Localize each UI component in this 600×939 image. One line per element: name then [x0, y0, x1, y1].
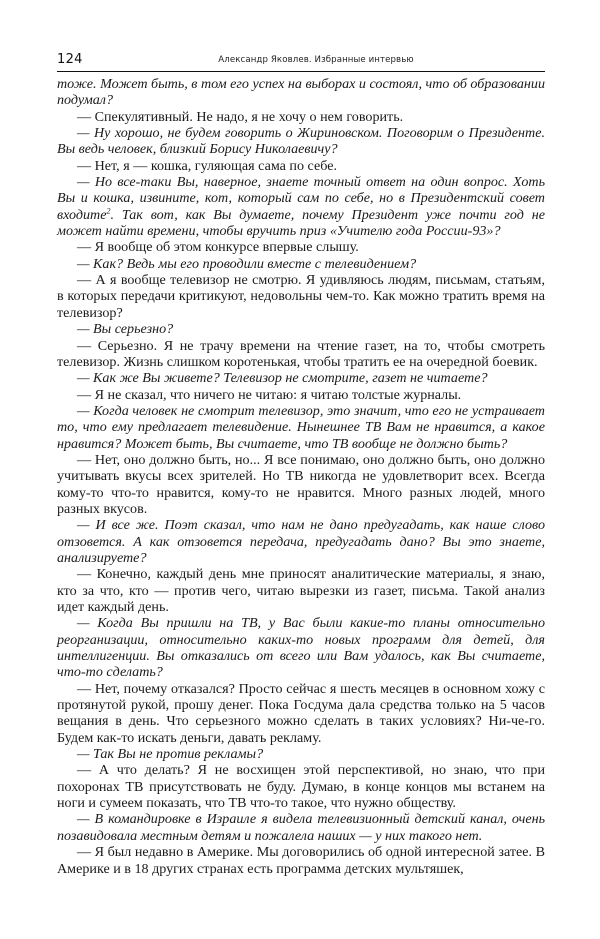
answer-paragraph: — Я вообще об этом конкурсе впервые слышу.	[77, 239, 359, 256]
footnote-marker[interactable]: 2	[106, 206, 111, 216]
answer-paragraph: — Я был недавно в Америке. Мы договорились об одной интересной затее. В Америке и в 18 других странах есть программа детских мультяшек,	[57, 844, 545, 877]
question-paragraph: тоже. Может быть, в том его успех на выборах и состоял, что об образовании подумал?	[57, 76, 545, 109]
answer-paragraph: — А что делать? Я не восхищен этой перспективой, но знаю, что при похоронах ТВ присутствовать не буду. Думаю, в конце концов мы встанем на ноги и сумеем показать, что ТВ что-то такое, что нужно обществу.	[57, 762, 545, 812]
answer-paragraph: — Серьезно. Я не трачу времени на чтение газет, на то, чтобы смотреть телевизор. Жизнь слишком коротенькая, чтобы тратить ее на очередной боевик.	[57, 337, 545, 370]
question-paragraph: — Когда Вы пришли на ТВ, у Вас были какие-то планы относительно реорганизации, относительно каких-то новых программ для детей, для интеллигенции. Вы отказались от всего или Вам удалось, как Вы считаете, что-то сделать?	[57, 615, 545, 681]
question-paragraph: — Когда человек не смотрит телевизор, это значит, что его не устраивает то, что ему предлагает телевидение. Нынешнее ТВ Вам не нравится, а какое нравится? Может быть, Вы считаете, что ТВ вообще не должно быть?	[57, 402, 545, 452]
question-paragraph: — Вы серьезно?	[77, 321, 174, 338]
question-paragraph: — Как же Вы живете? Телевизор не смотрите, газет не читаете?	[77, 370, 488, 387]
question-text: — Но все-таки Вы, наверное, знаете точный ответ на один вопрос. Хоть Вы и кошка, извините, кот, который сам по себе, но в Президентский совет входите	[57, 174, 545, 223]
question-text: . Так вот, как Вы думаете, почему Президент уже почти год не может найти времени, чтобы вручить приз «Учителю года России-93»?	[57, 206, 545, 240]
question-paragraph: — И все же. Поэт сказал, что нам не дано предугадать, как наше слово отзовется. А как отзовется передача, предугадать дано? Вы это знаете, анализируете?	[57, 517, 545, 566]
question-paragraph	[57, 174, 545, 239]
answer-paragraph: — Нет, оно должно быть, но... Я все понимаю, оно должно быть, оно должно учитывать вкусы всех зрителей. Но ТВ никогда не удовлетворит всех. Всегда кому-то что-то нравится, кому-то не нравится. Много разных людей, много разных вкусов.	[57, 451, 545, 517]
interview-text	[57, 76, 545, 877]
answer-paragraph: — Я не сказал, что ничего не читаю: я читаю толстые журналы.	[77, 386, 462, 403]
book-page	[57, 52, 545, 877]
answer-paragraph: — А я вообще телевизор не смотрю. Я удивляюсь людям, письмам, статьям, в которых передачи критикуют, недовольны чем-то. Как можно тратить время на телевизор?	[57, 272, 545, 321]
answer-paragraph: — Нет, почему отказался? Просто сейчас я шесть месяцев в основном хожу с протянутой рукой, прошу денег. Пока Госдума дала средства только на 5 часов вещания в день. Что серьезного можно сделать в таких условиях? Ни-че-го. Будем как-то искать деньги, давать рекламу.	[57, 680, 545, 746]
question-paragraph: — Как? Ведь мы его проводили вместе с телевидением?	[77, 255, 417, 272]
question-paragraph: — Ну хорошо, не будем говорить о Жириновском. Поговорим о Президенте. Вы ведь человек, близкий Борису Николаевичу?	[57, 125, 545, 158]
answer-paragraph: — Спекулятивный. Не надо, я не хочу о нем говорить.	[77, 108, 404, 125]
question-paragraph: — Так Вы не против рекламы?	[77, 746, 264, 763]
running-title: Александр Яковлев. Избранные интервью	[218, 55, 414, 65]
question-paragraph: — В командировке в Израиле я видела телевизионный детский канал, очень позавидовала местным детям и пожалела наших — у них такого нет.	[57, 811, 545, 844]
answer-paragraph: — Нет, я — кошка, гуляющая сама по себе.	[77, 157, 337, 174]
page-header	[57, 52, 545, 72]
answer-paragraph: — Конечно, каждый день мне приносят аналитические материалы, я знаю, кто за что, кто — против чего, читаю вырезки из газет, письма. Такой анализ идет каждый день.	[57, 566, 545, 615]
page-number: 124	[57, 52, 83, 67]
